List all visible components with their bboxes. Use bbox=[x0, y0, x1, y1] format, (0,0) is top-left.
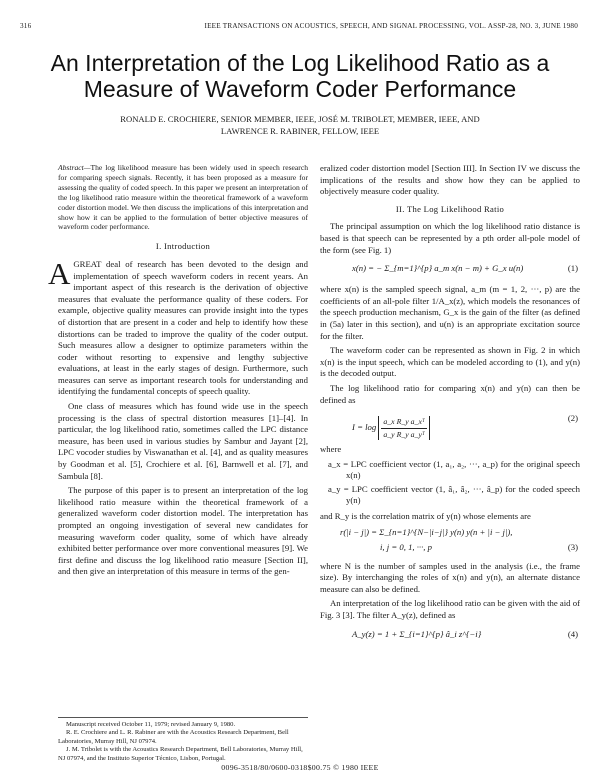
section-heading-introduction: I. Introduction bbox=[155, 241, 211, 252]
intro-paragraph-3: The purpose of this paper is to present an interpretation of the log likelihood ratio measure within the theoretical framework of a generalized waveform coder distortion model. The interpretation has prompted an ongoing investigation of several new candidates for measuring waveform coder quality, some of which have already exhibited better performance over more conventional measures [9]. We first define and discuss the log likelihood ratio measure [Section II], and then give an interpretation of this measure in terms of the gen- bbox=[58, 485, 308, 577]
definition-ay: a_y = LPC coefficient vector (1, â₁, â₂, ···, â_p) for the coded speech y(n) bbox=[328, 483, 580, 506]
title-line-2: Measure of Waveform Coder Performance bbox=[83, 76, 517, 102]
right-paragraph-4: The log likelihood ratio for comparing x(n) and y(n) can then be defined as bbox=[320, 382, 580, 405]
author-block bbox=[40, 113, 560, 137]
right-paragraph-6: where N is the number of samples used in the analysis (i.e., the frame size). By interchanging the roles of x(n) and y(n), an alternate distance measure can also be defined. bbox=[320, 560, 580, 594]
equation-3-range: i, j = 0, 1, ···, p bbox=[380, 541, 432, 552]
right-paragraph-2: where x(n) is the sampled speech signal, a_m (m = 1, 2, ···, p) are the coefficients of an all-pole filter 1/A_x(z), which models the resonances of the speech production mechanism, G_x is the gain of the filter (as defined in (5a) later in this section), and u(n) is an appropriate excitation source for the filter. bbox=[320, 284, 580, 341]
footnotes bbox=[58, 717, 308, 763]
equation-1 bbox=[320, 260, 580, 280]
drop-cap: A bbox=[48, 255, 71, 291]
page-number: 316 bbox=[20, 22, 32, 30]
definition-ax: a_x = LPC coefficient vector (1, a₁, a₂, ···, a_p) for the original speech x(n) bbox=[328, 458, 580, 481]
equation-2-denominator: a_y R_y a_yᵀ bbox=[383, 429, 425, 439]
authors-line-2: LAWRENCE R. RABINER, FELLOW, IEEE bbox=[220, 126, 380, 136]
equation-4-number: (4) bbox=[567, 628, 578, 639]
equation-3 bbox=[320, 527, 580, 557]
abstract-text: The log likelihood measure has been widely used in speech research for comparing speech signals. Recently, it has been proposed as a measure for assessing the quality of coded speech. In this paper we present an interpretation of the log likelihood ratio measure within the theoretical framework of a waveform coder distortion model. We then discuss the implications of this interpretation and show how it can be applied to the formulation of better objective measures of waveform coder performance. bbox=[58, 163, 308, 232]
equation-3-number: (3) bbox=[567, 541, 578, 552]
equation-2-number: (2) bbox=[567, 413, 578, 424]
right-paragraph-0: eralized coder distortion model [Section III]. In Section IV we discuss the implications of the results and show how they can be applied to objectively measure coder quality. bbox=[320, 163, 580, 197]
right-column bbox=[320, 163, 580, 650]
section-heading-log-likelihood: II. The Log Likelihood Ratio bbox=[395, 203, 505, 214]
journal-line: IEEE TRANSACTIONS ON ACOUSTICS, SPEECH, AND SIGNAL PROCESSING, VOL. ASSP-28, NO. 3, JUNE 1980 bbox=[204, 22, 578, 30]
footnote-affiliation-1: R. E. Crochiere and L. R. Rabiner are with the Acoustics Research Department, Bell Laboratories, Murray Hill, NJ 07974. bbox=[58, 729, 289, 745]
equation-2-lhs: I = log bbox=[352, 422, 377, 433]
footnote-received: Manuscript received October 11, 1979; revised January 9, 1980. bbox=[66, 721, 236, 728]
equation-2-fraction bbox=[381, 416, 427, 440]
right-paragraph-1: The principal assumption on which the log likelihood ratio distance is based is that speech can be represented by a pth order all-pole model of the form (see Fig. 1) bbox=[320, 221, 580, 255]
title-line-1: An Interpretation of the Log Likelihood Ratio as a bbox=[50, 50, 550, 76]
equation-4-expr: A_y(z) = 1 + Σ_{i=1}^{p} â_i z^{−i} bbox=[352, 628, 482, 639]
footnote-affiliation-2: J. M. Tribolet is with the Acoustics Research Department, Bell Laboratories, Murray Hill, NJ 07974, and the Instituto Superior Técnico, Lisbon, Portugal. bbox=[58, 746, 303, 762]
equation-2-numerator: a_x R_y a_xᵀ bbox=[381, 416, 427, 429]
copyright-footer: 0096-3518/80/0600-0318$00.75 © 1980 IEEE bbox=[221, 763, 379, 772]
right-paragraph-7: An interpretation of the log likelihood ratio can be given with the aid of Fig. 3 [3]. The filter A_y(z), defined as bbox=[320, 598, 580, 621]
equation-2-bracket bbox=[378, 416, 430, 440]
where-label: where bbox=[320, 444, 342, 455]
abstract bbox=[58, 163, 308, 232]
equation-1-expr: x(n) = − Σ_{m=1}^{p} a_m x(n − m) + G_x u(n) bbox=[352, 263, 524, 274]
equation-2 bbox=[320, 410, 580, 440]
definitions-list bbox=[320, 459, 580, 507]
equation-2-expr bbox=[352, 416, 430, 440]
abstract-label: Abstract— bbox=[58, 163, 91, 172]
equation-3-expr: r(|i − j|) = Σ_{n=1}^{N−|i−j|} y(n) y(n + |i − j|), bbox=[340, 526, 513, 537]
equation-1-number: (1) bbox=[567, 263, 578, 274]
left-column bbox=[48, 163, 308, 581]
intro-paragraph-1-text: GREAT deal of research has been devoted to the design and implementation of speech waveform coders in recent years. An important aspect of this research is the derivation of objective measures that evaluate the performance quality of these coders. For example, objective quality measures can provide insight into the types of distortion that are present in a coder and help to identify how these distortions can be traded to improve the quality of the coder output. Such measures allow a designer to optimize parameters within the coder without resorting to expensive and lengthy subjective evaluations, at least in the early stages of design. Furthermore, such measures can serve as important research tools for understanding and identifying the fundamental concepts of speech quality. bbox=[58, 258, 308, 397]
intro-paragraph-1 bbox=[48, 255, 308, 398]
equation-4 bbox=[320, 626, 580, 646]
intro-paragraph-2: One class of measures which has found wide use in the speech processing is the class of spectral distortion measures [1]–[4]. In particular, the log likelihood ratio, sometimes called the LPC distance measure, has been used in various studies by Sambur and Jayant [2], LPC vocoder studies by Viswanathan et al. [4], and as quality measures by Goodman et al. [5], Crochiere et al. [6], Barnwell et al. [7], and Sambula [8]. bbox=[58, 401, 308, 481]
paper-title bbox=[20, 50, 580, 102]
right-paragraph-3: The waveform coder can be represented as shown in Fig. 2 in which x(n) is the input speech, which can be modeled according to (1), and y(n) is the decoded output. bbox=[320, 345, 580, 379]
right-paragraph-5: and R_y is the correlation matrix of y(n) whose elements are bbox=[320, 511, 531, 522]
authors-line-1: RONALD E. CROCHIERE, SENIOR MEMBER, IEEE, JOSÉ M. TRIBOLET, MEMBER, IEEE, AND bbox=[120, 114, 480, 124]
